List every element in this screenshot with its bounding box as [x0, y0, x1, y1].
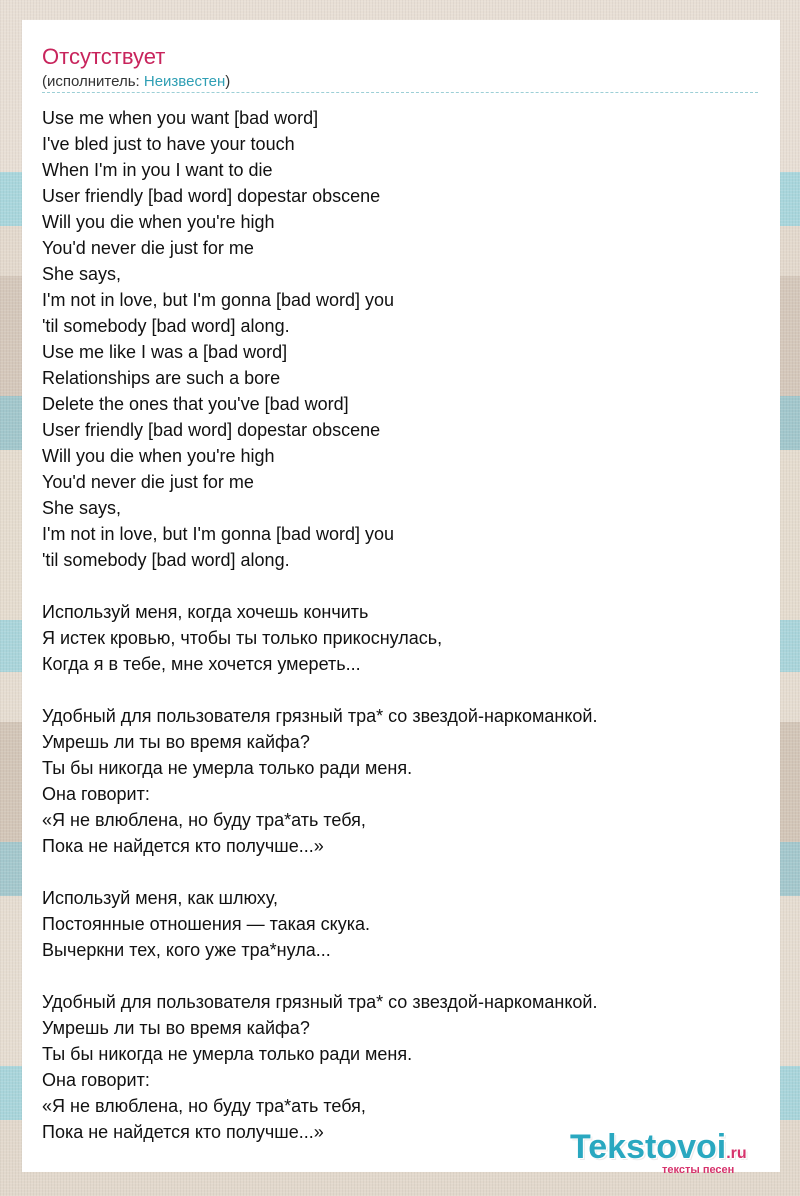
- lyric-line: When I'm in you I want to die: [42, 160, 273, 180]
- lyrics-card: [22, 20, 780, 1176]
- header-divider: [42, 92, 758, 93]
- lyric-line: 'til somebody [bad word] along.: [42, 550, 290, 570]
- lyric-line: Use me when you want [bad word]: [42, 108, 319, 128]
- artist-prefix: (исполнитель:: [42, 73, 144, 90]
- lyric-line: You'd never die just for me: [42, 472, 254, 492]
- artist-suffix: ): [225, 73, 231, 90]
- lyric-line: I'm not in love, but I'm gonna [bad word] you: [42, 524, 395, 544]
- lyric-line: I'm not in love, but I'm gonna [bad word] you: [42, 290, 395, 310]
- lyric-line: Когда я в тебе, мне хочется умереть...: [42, 654, 361, 674]
- song-title: Отсутствует: [42, 44, 166, 69]
- lyric-line: Вычеркни тех, кого уже тра*нула...: [42, 940, 331, 960]
- lyric-line: 'til somebody [bad word] along.: [42, 316, 290, 336]
- artist-line: [42, 72, 230, 92]
- lyrics-text: [42, 105, 742, 1145]
- lyric-line: I've bled just to have your touch: [42, 134, 295, 154]
- logo-subtitle: тексты песен: [662, 1164, 735, 1176]
- lyric-line: User friendly [bad word] dopestar obscene: [42, 420, 381, 440]
- lyric-line: Пока не найдется кто получше...»: [42, 1122, 324, 1142]
- lyric-line: Умрешь ли ты во время кайфа?: [42, 732, 310, 752]
- lyric-line: Will you die when you're high: [42, 446, 275, 466]
- lyric-line: Удобный для пользователя грязный тра* со звездой-наркоманкой.: [42, 992, 598, 1012]
- logo-main-text: Tekstovoi: [570, 1128, 727, 1166]
- lyric-line: [42, 677, 742, 703]
- lyric-line: Используй меня, когда хочешь кончить: [42, 602, 369, 622]
- lyric-line: Используй меня, как шлюху,: [42, 888, 278, 908]
- lyric-line: Use me like I was a [bad word]: [42, 342, 288, 362]
- lyric-line: Я истек кровью, чтобы ты только прикоснулась,: [42, 628, 443, 648]
- lyric-line: [42, 963, 742, 989]
- lyric-line: Delete the ones that you've [bad word]: [42, 394, 349, 414]
- lyric-line: Will you die when you're high: [42, 212, 275, 232]
- artist-link[interactable]: Неизвестен: [143, 73, 226, 90]
- lyric-line: Она говорит:: [42, 1070, 150, 1090]
- lyric-line: Relationships are such a bore: [42, 368, 281, 388]
- lyric-line: She says,: [42, 264, 122, 284]
- lyric-line: User friendly [bad word] dopestar obscene: [42, 186, 381, 206]
- lyric-line: Ты бы никогда не умерла только ради меня.: [42, 758, 413, 778]
- lyric-line: «Я не влюблена, но буду тра*ать тебя,: [42, 1096, 366, 1116]
- lyric-line: Пока не найдется кто получше...»: [42, 836, 324, 856]
- lyric-line: Умрешь ли ты во время кайфа?: [42, 1018, 310, 1038]
- lyric-line: She says,: [42, 498, 122, 518]
- lyric-line: You'd never die just for me: [42, 238, 254, 258]
- lyric-line: Она говорит:: [42, 784, 150, 804]
- lyric-line: [42, 573, 742, 599]
- lyric-line: [42, 859, 742, 885]
- logo-suffix-text: .ru: [726, 1145, 747, 1162]
- lyric-line: Постоянные отношения — такая скука.: [42, 914, 371, 934]
- lyric-line: Удобный для пользователя грязный тра* со звездой-наркоманкой.: [42, 706, 598, 726]
- lyric-line: Ты бы никогда не умерла только ради меня.: [42, 1044, 413, 1064]
- lyric-line: «Я не влюблена, но буду тра*ать тебя,: [42, 810, 366, 830]
- site-logo[interactable]: [570, 1128, 780, 1174]
